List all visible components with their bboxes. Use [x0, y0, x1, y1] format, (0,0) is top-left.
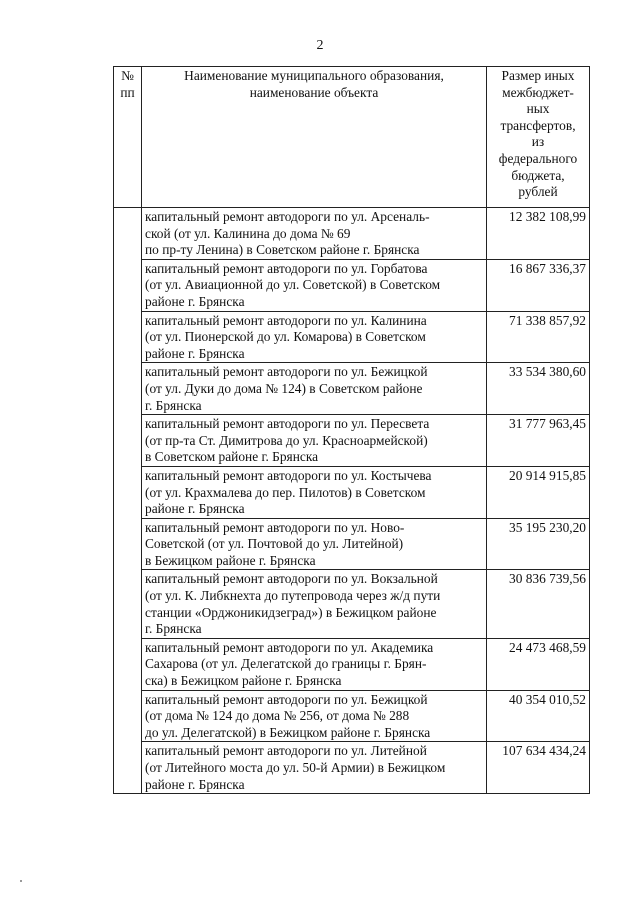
object-name-line: капитальный ремонт автодороги по ул. Горбатова: [145, 260, 428, 276]
object-name-line: капитальный ремонт автодороги по ул. Ново-: [145, 519, 405, 535]
header-amount-line: из: [531, 134, 545, 150]
object-name-cell: [142, 742, 487, 794]
table-row: [114, 415, 590, 467]
object-name-line: районе г. Брянска: [145, 345, 245, 361]
object-name-cell: [142, 570, 487, 638]
object-name-cell: [142, 415, 487, 467]
table-row: [114, 208, 590, 260]
object-name-line: по пр-ту Ленина) в Советском районе г. Брянска: [145, 242, 420, 258]
object-name-line: (от ул. Дуки до дома № 124) в Советском районе: [145, 380, 423, 396]
scan-artifact: [20, 880, 22, 882]
header-number-line: пп: [120, 84, 135, 100]
object-name-line: районе г. Брянска: [145, 776, 245, 792]
table-row: [114, 363, 590, 415]
object-name-line: ской (от ул. Калинина до дома № 69: [145, 225, 351, 241]
header-number: [114, 67, 142, 208]
header-name-line: Наименование муниципального образования,: [184, 68, 444, 83]
object-name-line: ска) в Бежицком районе г. Брянска: [145, 673, 342, 689]
table-row: [114, 518, 590, 570]
object-name-cell: [142, 466, 487, 518]
object-name-line: Сахарова (от ул. Делегатской до границы г. Брян-: [145, 656, 427, 672]
object-name-line: (от дома № 124 до дома № 256, от дома № 288: [145, 708, 410, 724]
object-name-line: капитальный ремонт автодороги по ул. Пересвета: [145, 416, 430, 432]
amount-cell: 20 914 915,85: [487, 466, 590, 518]
header-name: [142, 67, 487, 208]
page-number: 2: [316, 38, 324, 53]
object-name-cell: [142, 208, 487, 260]
object-name-line: капитальный ремонт автодороги по ул. Литейной: [145, 743, 427, 759]
table-row: [114, 466, 590, 518]
object-name-line: г. Брянска: [145, 621, 202, 637]
header-amount-line: федерального: [498, 150, 578, 166]
object-name-line: в Советском районе г. Брянска: [145, 449, 319, 465]
object-name-line: Советской (от ул. Почтовой до ул. Литейной): [145, 536, 404, 552]
table-body: [114, 208, 590, 794]
amount-cell: 16 867 336,37: [487, 259, 590, 311]
object-name-cell: [142, 311, 487, 363]
header-amount-line: трансфертов,: [500, 117, 576, 133]
object-name-line: станции «Орджоникидзеград») в Бежицком районе: [145, 604, 437, 620]
table-header-row: [114, 67, 590, 208]
object-name-line: капитальный ремонт автодороги по ул. Вокзальной: [145, 571, 438, 587]
header-amount-line: Размер иных: [501, 68, 575, 83]
object-name-line: капитальный ремонт автодороги по ул. Академика: [145, 639, 434, 655]
object-name-line: капитальный ремонт автодороги по ул. Арсеналь-: [145, 209, 430, 224]
amount-cell: 40 354 010,52: [487, 690, 590, 742]
header-amount-line: бюджета,: [511, 167, 565, 183]
object-name-line: (от ул. К. Либкнехта до путепровода через ж/д пути: [145, 588, 441, 604]
table-row: [114, 570, 590, 638]
object-name-cell: [142, 259, 487, 311]
object-name-line: капитальный ремонт автодороги по ул. Костычева: [145, 467, 432, 483]
amount-cell: 33 534 380,60: [487, 363, 590, 415]
header-amount-line: межбюджет-: [502, 84, 574, 100]
object-name-line: до ул. Делегатской) в Бежицком районе г. Брянска: [145, 724, 431, 740]
object-name-line: г. Брянска: [145, 397, 202, 413]
object-name-cell: [142, 363, 487, 415]
object-name-cell: [142, 518, 487, 570]
object-name-line: районе г. Брянска: [145, 501, 245, 517]
amount-cell: 30 836 739,56: [487, 570, 590, 638]
object-name-line: капитальный ремонт автодороги по ул. Калинина: [145, 312, 427, 328]
row-number-cell: [114, 208, 142, 794]
amount-cell: 71 338 857,92: [487, 311, 590, 363]
object-name-line: (от ул. Авиационной до ул. Советской) в Советском: [145, 277, 441, 293]
header-name-line: наименование объекта: [249, 84, 379, 100]
object-name-line: капитальный ремонт автодороги по ул. Бежицкой: [145, 691, 428, 707]
table-row: [114, 259, 590, 311]
header-amount-line: ных: [526, 101, 550, 117]
object-name-line: в Бежицком районе г. Брянска: [145, 552, 316, 568]
funding-table: [113, 66, 590, 794]
table-row: [114, 638, 590, 690]
object-name-line: капитальный ремонт автодороги по ул. Бежицкой: [145, 364, 428, 380]
table-row: [114, 690, 590, 742]
object-name-line: (от Литейного моста до ул. 50-й Армии) в Бежицком: [145, 760, 446, 775]
object-name-cell: [142, 638, 487, 690]
amount-cell: 107 634 434,24: [487, 742, 590, 794]
table-row: [114, 742, 590, 794]
object-name-line: (от ул. Пионерской до ул. Комарова) в Советском: [145, 329, 426, 345]
object-name-cell: [142, 690, 487, 742]
object-name-line: (от ул. Крахмалева до пер. Пилотов) в Советском: [145, 484, 426, 500]
amount-cell: 24 473 468,59: [487, 638, 590, 690]
table-row: [114, 311, 590, 363]
object-name-line: (от пр-та Ст. Димитрова до ул. Красноармейской): [145, 432, 428, 448]
object-name-line: районе г. Брянска: [145, 293, 245, 309]
amount-cell: 31 777 963,45: [487, 415, 590, 467]
header-number-line: №: [121, 68, 134, 83]
amount-cell: 35 195 230,20: [487, 518, 590, 570]
header-amount-line: рублей: [518, 184, 558, 200]
header-amount: [487, 67, 590, 208]
amount-cell: 12 382 108,99: [487, 208, 590, 260]
